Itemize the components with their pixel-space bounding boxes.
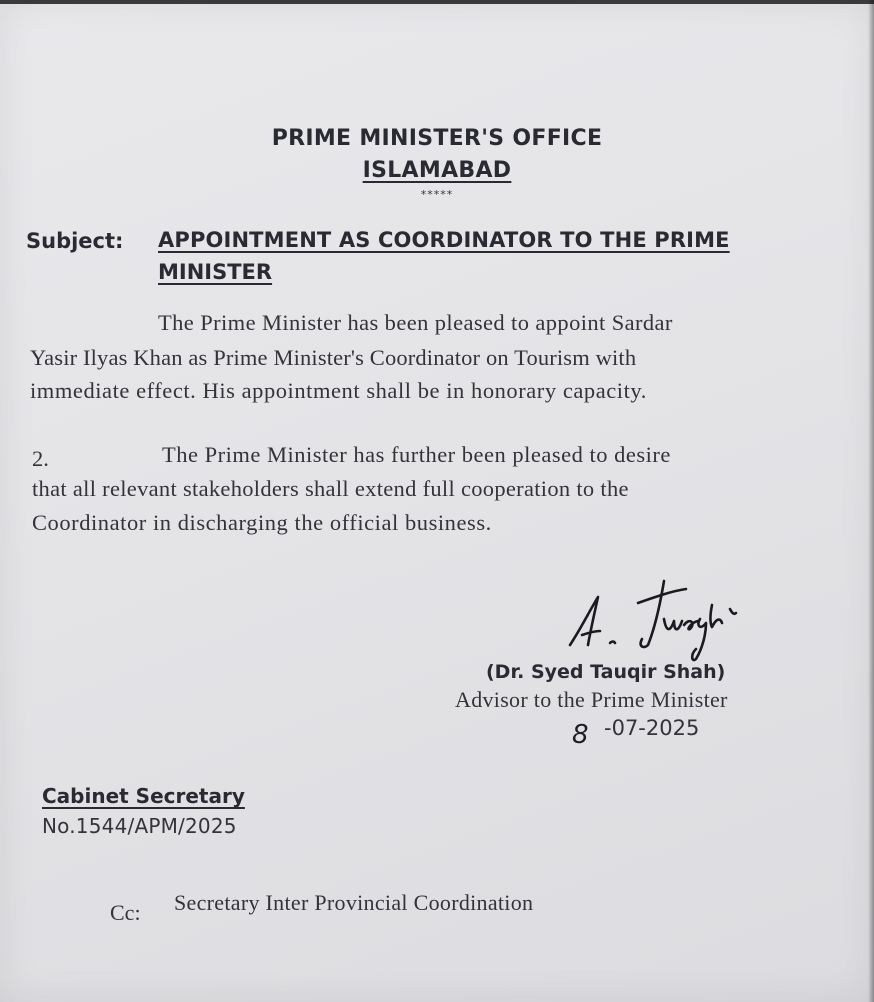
subject-line-2: MINISTER [158, 260, 273, 284]
signature-date: -07-2025 [604, 716, 700, 740]
cc-recipient: Secretary Inter Provincial Coordination [174, 890, 534, 915]
signature-date-day: 8 [572, 720, 589, 750]
office-heading: PRIME MINISTER'S OFFICE [271, 126, 603, 151]
subject-label: Subject: [26, 229, 124, 253]
city-heading [0, 158, 874, 183]
reference-number: No.1544/APM/2025 [42, 814, 237, 838]
paragraph-1-line-2: Yasir Ilyas Khan as Prime Minister's Coordinator on Tourism with [30, 345, 637, 370]
paragraph-2-line-1: The Prime Minister has further been pleased to desire [162, 442, 671, 467]
heading-separator: ***** [420, 188, 454, 201]
signatory-name: (Dr. Syed Tauqir Shah) [486, 661, 726, 683]
paragraph-2-line-3: Coordinator in discharging the official business. [32, 510, 492, 535]
recipient-title: Cabinet Secretary [42, 784, 245, 808]
page-top-edge [0, 0, 874, 4]
paragraph-2-number: 2. [32, 446, 49, 471]
subject-line-1: APPOINTMENT AS COORDINATOR TO THE PRIME [158, 228, 730, 252]
city-heading-text: ISLAMABAD [362, 158, 512, 183]
handwritten-signature [560, 575, 770, 665]
cc-label: Cc: [110, 900, 141, 925]
signatory-title: Advisor to the Prime Minister [455, 687, 728, 712]
paragraph-1-line-3: immediate effect. His appointment shall be in honorary capacity. [30, 378, 647, 403]
paragraph-1-line-1: The Prime Minister has been pleased to appoint Sardar [158, 310, 673, 335]
paragraph-2-line-2: that all relevant stakeholders shall extend full cooperation to the [32, 476, 629, 501]
